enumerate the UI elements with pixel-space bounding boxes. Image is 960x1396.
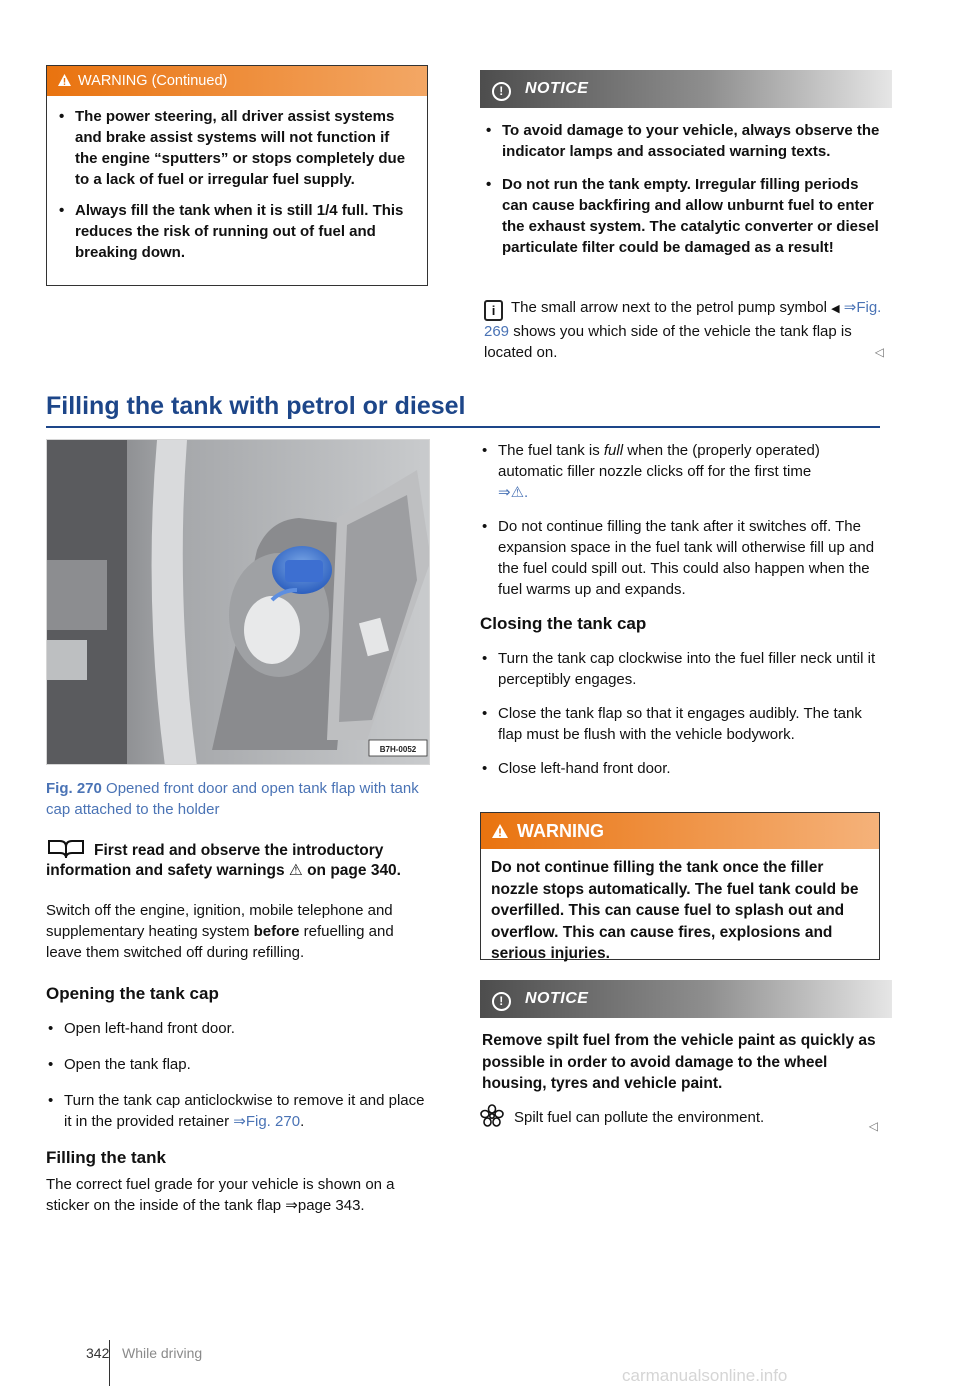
continue-note: • Do not continue filling the tank after it switches off. The expansion space in the fuel tank will otherwise fill up and the fuel could spill out. This could also happen when the fuel warms up and expands.: [480, 516, 880, 600]
notice-text: Remove spilt fuel from the vehicle paint as quickly as possible in order to avoid damage to the wheel housing, tyres and vehicle paint.: [482, 1032, 876, 1092]
notice-header-text: NOTICE: [525, 990, 589, 1007]
warning-header-text: WARNING (Continued): [78, 73, 228, 89]
warning-header: [47, 66, 427, 96]
section-title: Filling the tank with petrol or diesel: [46, 392, 466, 420]
closing-step: • Close left-hand front door.: [480, 758, 880, 779]
switch-off-emphasis: before: [253, 923, 300, 940]
notice-icon: !: [492, 82, 511, 101]
switch-off-text: refuelling and leave them switched off during refilling.: [46, 923, 394, 961]
section-end-icon: ◁: [874, 345, 884, 359]
info-icon: i: [484, 300, 503, 321]
opening-step: • Open left-hand front door.: [46, 1018, 432, 1039]
opening-step-text: Turn the tank cap anticlockwise to remove it and place it in the provided retainer: [64, 1092, 425, 1130]
first-read-note: [46, 838, 436, 881]
warning-ref-link[interactable]: ⇒⚠.: [498, 484, 529, 501]
footer-divider: [109, 1340, 110, 1386]
fig-269-link[interactable]: ⇒Fig. 269: [484, 299, 882, 340]
book-icon: [46, 838, 86, 860]
right-column-body: [480, 440, 880, 792]
warning-box: [480, 812, 880, 960]
first-read-text: First read and observe the introductory information and safety warnings: [46, 842, 384, 879]
closing-step: • Turn the tank cap clockwise into the fuel filler neck until it perceptibly engages.: [480, 648, 880, 690]
opening-heading: Opening the tank cap: [46, 984, 219, 1003]
notice-item: • Do not run the tank empty. Irregular filling periods can cause backfiring and allow unburnt fuel to enter the exhaust system. The catalytic converter or diesel particulate filter could be damaged as a result!: [484, 174, 880, 258]
full-note-text: The fuel tank is: [498, 442, 600, 459]
notice-header: [480, 980, 892, 1018]
switch-off-text: Switch off the engine, ignition, mobile telephone and supplementary heating system: [46, 902, 393, 940]
warning-triangle-icon: ⚠: [288, 862, 303, 879]
first-read-page-ref[interactable]: on page 340.: [307, 862, 401, 879]
opening-step-text: .: [300, 1113, 305, 1130]
figure-label: Fig. 270: [46, 780, 102, 797]
switch-off-paragraph: [46, 900, 432, 963]
page-number: 342: [86, 1345, 110, 1361]
opening-step: • Open the tank flap.: [46, 1054, 432, 1075]
environment-note: [480, 1104, 880, 1133]
warning-text: Do not continue filling the tank once the filler nozzle stops automatically. The fuel tank could be overfilled. This can cause fuel to splash out and overflow. This can cause fires, explosions and serious injuries.: [491, 859, 859, 962]
closing-heading: Closing the tank cap: [480, 614, 647, 633]
left-column-body: [46, 900, 432, 1216]
watermark: carmanualsonline.info: [622, 1366, 788, 1385]
closing-step: • Close the tank flap so that it engages audibly. The tank flap must be flush with the vehicle bodywork.: [480, 703, 880, 745]
tank-flap-photo: [47, 440, 430, 765]
environment-note-text: Spilt fuel can pollute the environment.: [514, 1109, 765, 1126]
full-note: [480, 440, 880, 503]
warning-triangle-icon: [491, 815, 509, 851]
warning-triangle-icon: [57, 68, 72, 98]
section-rule: [46, 426, 880, 428]
opening-step: [46, 1090, 432, 1132]
notice-item: • To avoid damage to your vehicle, always observe the indicator lamps and associated warning texts.: [484, 120, 880, 162]
info-note-text: The small arrow next to the petrol pump symbol: [511, 299, 827, 316]
warning-item: • Always fill the tank when it is still 1/4 full. This reduces the risk of running out of fuel and breaking down.: [57, 200, 415, 263]
figure-caption-text: Opened front door and open tank flap with tank cap attached to the holder: [46, 780, 419, 818]
notice-header: [480, 70, 892, 108]
footer-section-name: While driving: [122, 1345, 203, 1361]
warning-header-text: WARNING: [517, 821, 604, 841]
fig-270-link[interactable]: ⇒Fig. 270: [233, 1113, 301, 1130]
arrow-icon: ◀: [831, 303, 840, 315]
notice-icon: !: [492, 992, 511, 1011]
notice-body: [484, 120, 880, 270]
info-note-text: shows you which side of the vehicle the tank flap is located on.: [484, 323, 852, 361]
section-end-icon: ◁: [868, 1119, 878, 1133]
figure-code: B7H-0052: [379, 745, 417, 754]
environment-flower-icon: [480, 1104, 504, 1130]
info-note: [484, 297, 884, 363]
filling-heading: Filling the tank: [46, 1148, 166, 1167]
full-note-emphasis: full: [603, 442, 624, 459]
notice-header-text: NOTICE: [525, 80, 589, 97]
figure-caption: [46, 778, 430, 820]
warning-header: [481, 813, 879, 849]
full-note-text: when the (properly operated) automatic filler nozzle clicks off for the first time: [498, 442, 820, 480]
warning-item: • The power steering, all driver assist systems and brake assist systems will not function if the engine “sputters” or stops completely due to a lack of fuel or irregular fuel supply.: [57, 106, 415, 190]
figure-tank-flap: [46, 439, 430, 765]
filling-text: The correct fuel grade for your vehicle is shown on a sticker on the inside of the tank flap ⇒page 343.: [46, 1176, 395, 1214]
warning-box-continued: [46, 65, 428, 286]
